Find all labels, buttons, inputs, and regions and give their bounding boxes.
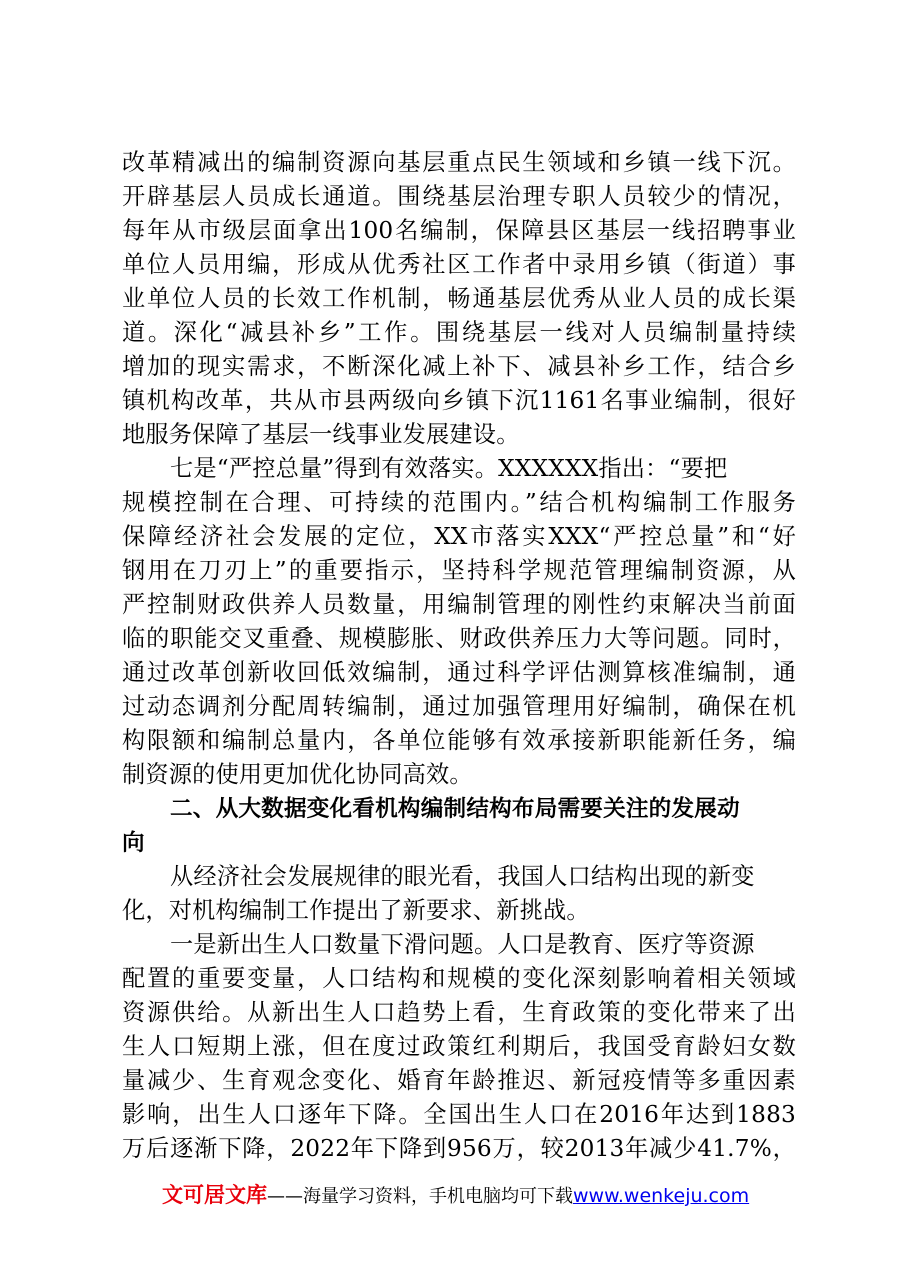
paragraph-line: 临的职能交叉重叠、规模膨胀、财政供养压力大等问题。同时， [122,625,796,652]
paragraph-line: 万后逐渐下降，2022年下降到956万，较2013年减少41.7%， [122,1135,796,1162]
section-heading-line: 向 [122,830,145,856]
paragraph-line: 资源供给。从新出生人口趋势上看，生育政策的变化带来了出 [122,999,796,1026]
paragraph-line: 道。深化“减县补乡”工作。围绕基层一线对人员编制量持续 [122,319,796,346]
paragraph-line: 通过改革创新收回低效编制，通过科学评估测算核准编制，通 [122,659,796,686]
paragraph-line: 七是“严控总量”得到有效落实。XXXXXX指出：“要把 [170,455,728,482]
paragraph-line: 从经济社会发展规律的眼光看，我国人口结构出现的新变 [170,863,755,890]
paragraph-line: 地服务保障了基层一线事业发展建设。 [122,421,520,448]
paragraph-line: 生人口短期上涨，但在度过政策红利期后，我国受育龄妇女数 [122,1033,796,1060]
paragraph-line: 过动态调剂分配周转编制，通过加强管理用好编制，确保在机 [122,693,796,720]
paragraph-line: 一是新出生人口数量下滑问题。人口是教育、医疗等资源 [170,931,755,958]
footer-tagline: ——海量学习资料，手机电脑均可下载 [267,1186,573,1207]
footer-banner [162,1178,749,1212]
paragraph-line: 业单位人员的长效工作机制，畅通基层优秀从业人员的成长渠 [122,285,796,312]
document-body [122,146,796,1166]
paragraph-line: 化，对机构编制工作提出了新要求、新挑战。 [122,897,590,924]
paragraph-line: 严控制财政供养人员数量，用编制管理的刚性约束解决当前面 [122,591,796,618]
paragraph-line: 单位人员用编，形成从优秀社区工作者中录用乡镇（街道）事 [122,251,796,278]
paragraph-line: 配置的重要变量，人口结构和规模的变化深刻影响着相关领域 [122,965,796,992]
paragraph-line: 增加的现实需求，不断深化减上补下、减县补乡工作，结合乡 [122,353,796,380]
section-heading-line: 二、从大数据变化看机构编制结构布局需要关注的发展动 [170,796,740,822]
paragraph-line: 构限额和编制总量内，各单位能够有效承接新职能新任务，编 [122,727,796,754]
paragraph-line: 每年从市级层面拿出100名编制，保障县区基层一线招聘事业 [122,217,796,244]
paragraph-line: 制资源的使用更加优化协同高效。 [122,761,473,788]
paragraph-line: 量减少、生育观念变化、婚育年龄推迟、新冠疫情等多重因素 [122,1067,796,1094]
paragraph-line: 规模控制在合理、可持续的范围内。”结合机构编制工作服务 [122,489,796,516]
paragraph-line: 影响，出生人口逐年下降。全国出生人口在2016年达到1883 [122,1101,796,1128]
footer-url-link[interactable]: www.wenkeju.com [573,1185,750,1207]
paragraph-line: 开辟基层人员成长通道。围绕基层治理专职人员较少的情况， [122,183,796,210]
paragraph-line: 保障经济社会发展的定位，XX市落实XXX“严控总量”和“好 [122,523,796,550]
footer-brand: 文可居文库 [162,1183,267,1207]
paragraph-line: 钢用在刀刃上”的重要指示，坚持科学规范管理编制资源，从 [122,557,796,584]
paragraph-line: 镇机构改革，共从市县两级向乡镇下沉1161名事业编制，很好 [122,387,796,414]
paragraph-line: 改革精减出的编制资源向基层重点民生领域和乡镇一线下沉。 [122,149,796,176]
